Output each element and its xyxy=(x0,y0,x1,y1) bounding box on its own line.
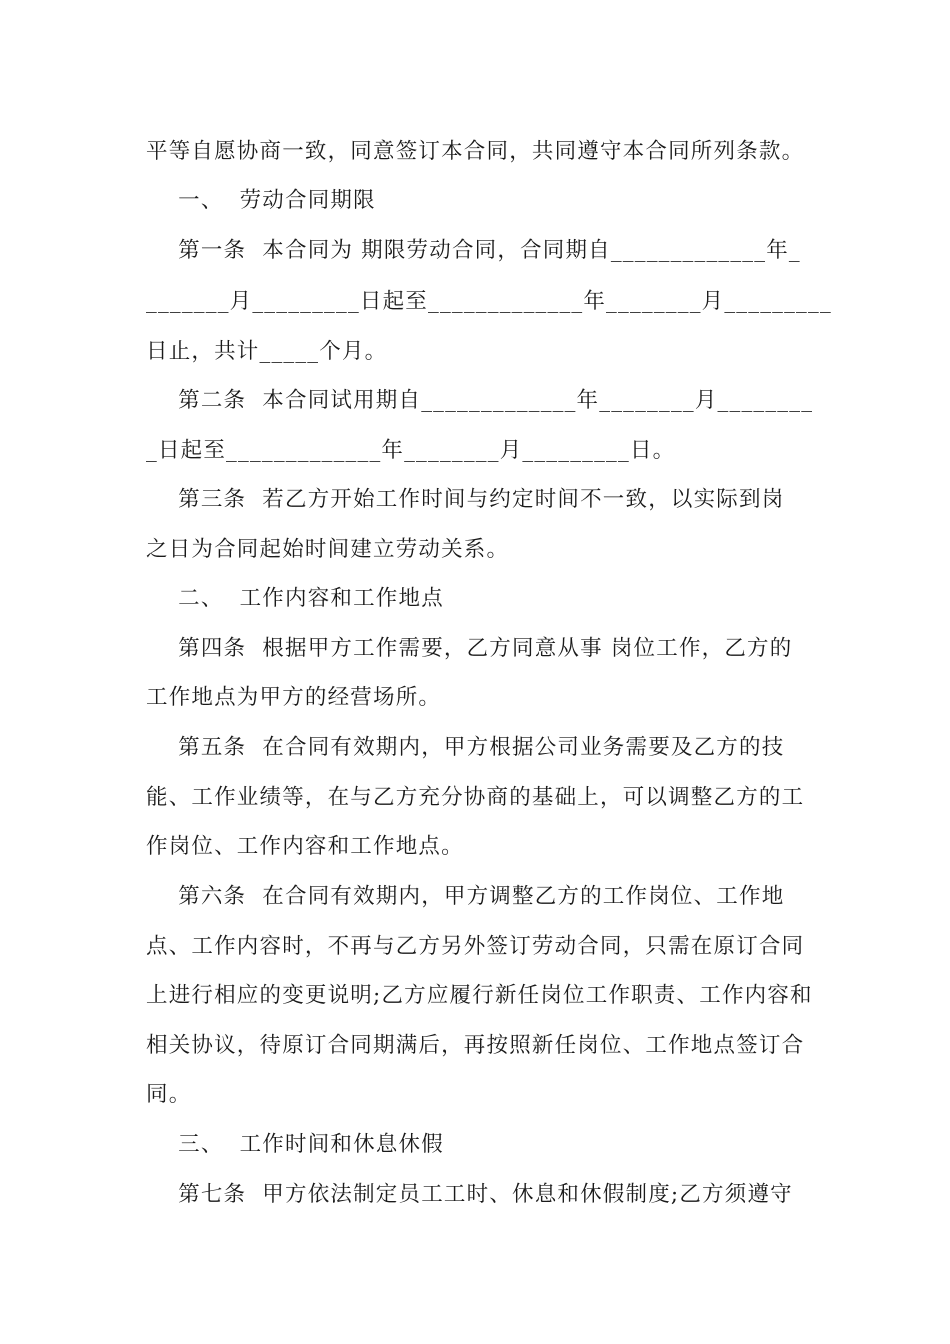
text-line: 同。 xyxy=(146,1082,192,1107)
section-heading: 三、 工作时间和休息休假 xyxy=(146,1132,444,1157)
text-line: 第五条 在合同有效期内，甲方根据公司业务需要及乙方的技 xyxy=(146,735,785,760)
text-line: 第三条 若乙方开始工作时间与约定时间不一致，以实际到岗 xyxy=(146,487,785,512)
text-line: 第四条 根据甲方工作需要，乙方同意从事 岗位工作，乙方的 xyxy=(146,636,793,661)
text-line: 作岗位、工作内容和工作地点。 xyxy=(146,834,464,859)
text-line: 之日为合同起始时间建立劳动关系。 xyxy=(146,537,510,562)
text-line: _日起至_____________年________月_________日。 xyxy=(146,438,676,463)
text-line: 平等自愿协商一致，同意签订本合同，共同遵守本合同所列条款。 xyxy=(146,139,805,164)
text-line: 工作地点为甲方的经营场所。 xyxy=(146,685,442,710)
text-line: 日止，共计_____个月。 xyxy=(146,339,388,364)
text-line: _______月_________日起至_____________年________月_________ xyxy=(146,289,832,314)
text-line: 第六条 在合同有效期内，甲方调整乙方的工作岗位、工作地 xyxy=(146,884,785,909)
text-line: 上进行相应的变更说明;乙方应履行新任岗位工作职责、工作内容和 xyxy=(146,983,813,1008)
section-heading: 二、 工作内容和工作地点 xyxy=(146,586,444,611)
text-line: 相关协议，待原订合同期满后，再按照新任岗位、工作地点签订合 xyxy=(146,1033,805,1058)
text-line: 第一条 本合同为 期限劳动合同，合同期自_____________年_ xyxy=(146,238,801,263)
text-line: 能、工作业绩等，在与乙方充分协商的基础上，可以调整乙方的工 xyxy=(146,785,805,810)
text-line: 第七条 甲方依法制定员工工时、休息和休假制度;乙方须遵守 xyxy=(146,1182,793,1207)
text-line: 第二条 本合同试用期自_____________年________月________ xyxy=(146,388,814,413)
text-line: 点、工作内容时，不再与乙方另外签订劳动合同，只需在原订合同 xyxy=(146,934,805,959)
section-heading: 一、 劳动合同期限 xyxy=(146,188,376,213)
